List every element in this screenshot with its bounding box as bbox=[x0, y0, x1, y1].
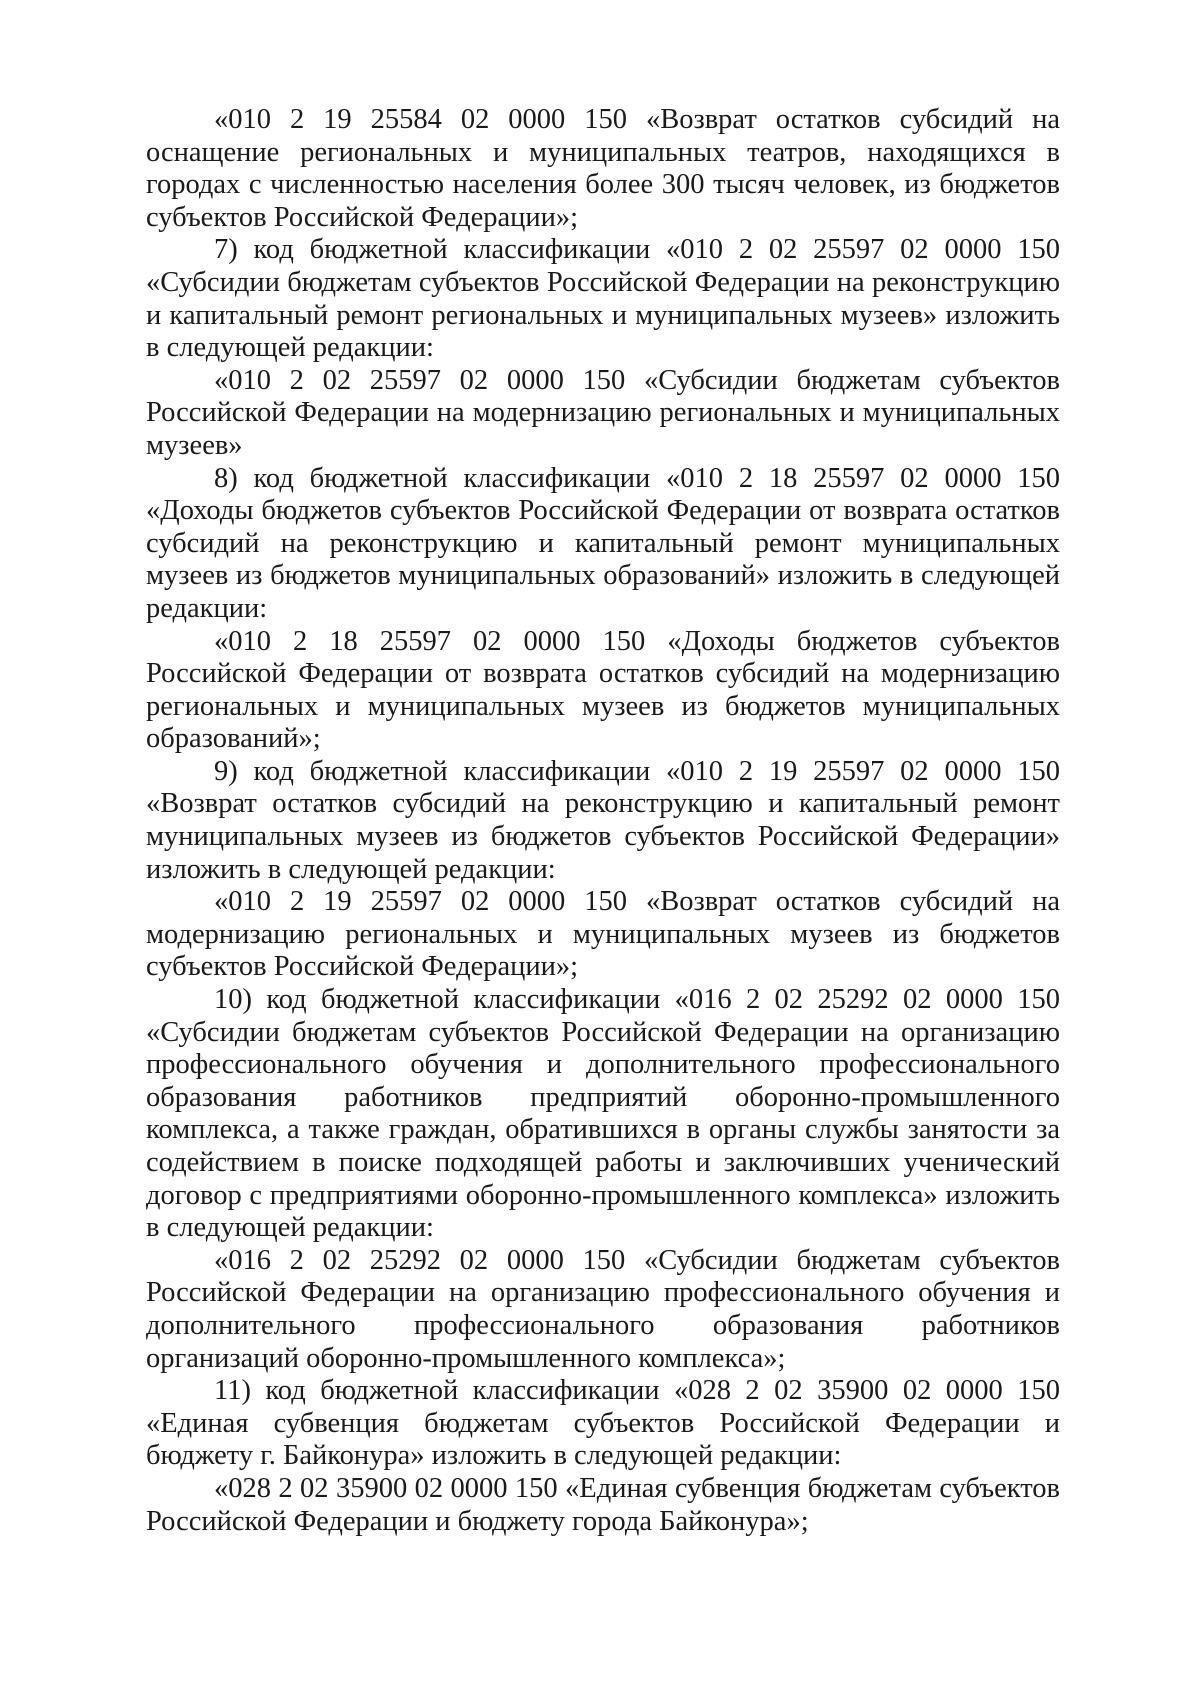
paragraph-11: «028 2 02 35900 02 0000 150 «Единая субвенция бюджетам субъектов Российской Федерации и бюджету города Байконура»; bbox=[146, 1472, 1060, 1537]
paragraph-5: «010 2 18 25597 02 0000 150 «Доходы бюджетов субъектов Российской Федерации от возврата остатков субсидий на модернизацию региональных и муниципальных музеев из бюджетов муниципальных образований»; bbox=[146, 625, 1060, 755]
paragraph-2: 7) код бюджетной классификации «010 2 02 25597 02 0000 150 «Субсидии бюджетам субъектов Российской Федерации на реконструкцию и капитальный ремонт региональных и муниципальных музеев» изложить в следующей редакции: bbox=[146, 234, 1060, 364]
paragraph-10: 11) код бюджетной классификации «028 2 02 35900 02 0000 150 «Единая субвенция бюджетам субъектов Российской Федерации и бюджету г. Байконура» изложить в следующей редакции: bbox=[146, 1375, 1060, 1472]
paragraph-8: 10) код бюджетной классификации «016 2 02 25292 02 0000 150 «Субсидии бюджетам субъектов Российской Федерации на организацию профессионального обучения и дополнительного профессионального образования работников предприятий оборонно-промышленного комплекса, а также граждан, обратившихся в органы службы занятости за содействием в поиске подходящей работы и заключивших ученический договор с предприятиями оборонно-промышленного комплекса» изложить в следующей редакции: bbox=[146, 984, 1060, 1244]
paragraph-7: «010 2 19 25597 02 0000 150 «Возврат остатков субсидий на модернизацию региональных и муниципальных музеев из бюджетов субъектов Российской Федерации»; bbox=[146, 886, 1060, 983]
document-body bbox=[146, 104, 1060, 1538]
paragraph-4: 8) код бюджетной классификации «010 2 18 25597 02 0000 150 «Доходы бюджетов субъектов Российской Федерации от возврата остатков субсидий на реконструкцию и капитальный ремонт муниципальных музеев из бюджетов муниципальных образований» изложить в следующей редакции: bbox=[146, 462, 1060, 624]
paragraph-1: «010 2 19 25584 02 0000 150 «Возврат остатков субсидий на оснащение региональных и муниципальных театров, находящихся в городах с численностью населения более 300 тысяч человек, из бюджетов субъектов Российской Федерации»; bbox=[146, 104, 1060, 233]
paragraph-3: «010 2 02 25597 02 0000 150 «Субсидии бюджетам субъектов Российской Федерации на модернизацию региональных и муниципальных музеев» bbox=[146, 364, 1060, 461]
paragraph-9: «016 2 02 25292 02 0000 150 «Субсидии бюджетам субъектов Российской Федерации на организацию профессионального обучения и дополнительного профессионального образования работников организаций оборонно-промышленного комплекса»; bbox=[146, 1244, 1060, 1374]
paragraph-6: 9) код бюджетной классификации «010 2 19 25597 02 0000 150 «Возврат остатков субсидий на реконструкцию и капитальный ремонт муниципальных музеев из бюджетов субъектов Российской Федерации» изложить в следующей редакции: bbox=[146, 755, 1060, 885]
